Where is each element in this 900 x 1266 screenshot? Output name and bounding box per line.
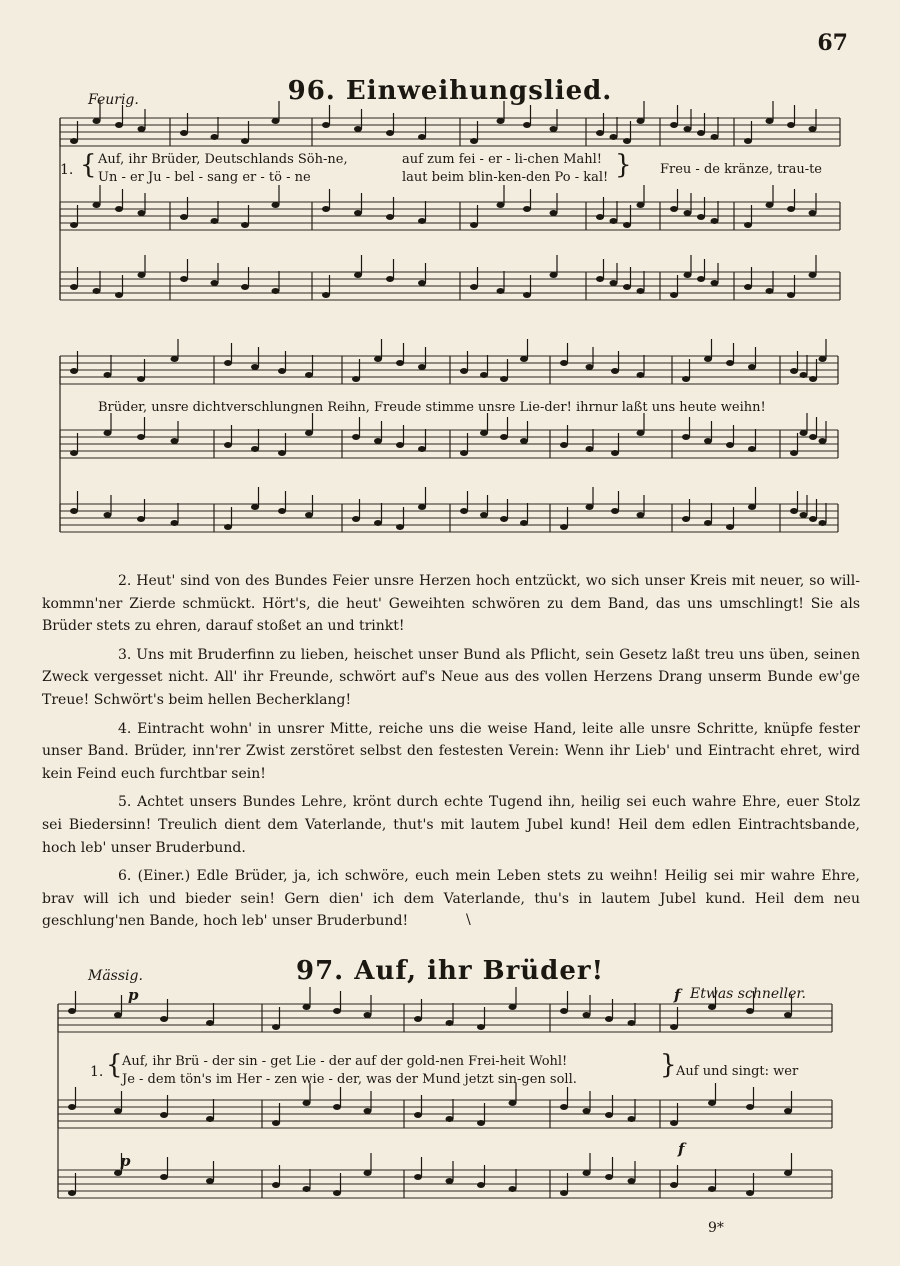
song97-sys-staff3-note bbox=[160, 1174, 168, 1180]
song96-sys2-staff1-note bbox=[70, 368, 78, 374]
song-title-97: 97. Auf, ihr Brüder! bbox=[295, 956, 605, 986]
song96-sys2-staff1-note bbox=[790, 368, 798, 374]
song96-sys2-staff3-note bbox=[305, 512, 313, 518]
song96-sys2-staff1-note bbox=[374, 356, 382, 362]
song97-sys-staff2-note bbox=[446, 1116, 454, 1122]
song96-sys1-staff1-note bbox=[637, 118, 645, 124]
verse-2: 2. Heut' sind von des Bundes Feier unsre Herzen hoch entzückt, wo sich unser Kreis mit neuer, so will-kommn'ner Zierde schmückt. Hört's, die heut' Geweihten schwören zu dem Band, das uns umschlingt! Sie als Brüder stets zu ehren, darauf stoßet an und trinkt! bbox=[42, 573, 860, 635]
song96-sys2-staff1-note bbox=[748, 364, 756, 370]
song97-sys-staff2-note bbox=[628, 1116, 636, 1122]
song96-sys1-staff2-note bbox=[637, 202, 645, 208]
song96-sys1-staff2-note bbox=[322, 206, 330, 212]
song96-sys2-staff1-note bbox=[637, 372, 645, 378]
song97-sys-staff3-note bbox=[477, 1182, 485, 1188]
song97-sys-staff1-note bbox=[560, 1008, 568, 1014]
song97-sys-staff2-note bbox=[303, 1100, 311, 1106]
song96-sys1-staff2-note bbox=[684, 210, 692, 216]
lyrics-96-line1b: auf zum fei - er - li-chen Mahl! bbox=[402, 152, 603, 167]
song96-sys1-staff3-note bbox=[684, 272, 692, 278]
song96-sys2-staff2-note bbox=[70, 450, 78, 456]
song96-sys2-staff2-note bbox=[251, 446, 259, 452]
song96-sys1-staff2-note bbox=[596, 214, 604, 220]
song97-sys-staff2-note bbox=[560, 1104, 568, 1110]
lyrics-97-line2: Je - dem tön's im Her - zen wie - der, was der Mund jetzt sin-gen soll. bbox=[122, 1072, 577, 1087]
song96-sys1-staff3-note bbox=[637, 288, 645, 294]
song96-sys2-staff2-note bbox=[800, 430, 808, 436]
verse-3: 3. Uns mit Bruderfinn zu lieben, heischet unser Bund als Pflicht, sein Gesetz laßt treu uns üben, seinen Zweck vergesset nicht. All' ihr Freunde, schwört auf's Neue aus des vollen Herzens Drang unserm Bunde ew'ge Treue! Schwört's beim hellen Becherklang! bbox=[42, 646, 860, 708]
song96-sys1-staff3-note bbox=[809, 272, 817, 278]
song96-sys2-staff3-note bbox=[352, 516, 360, 522]
song97-sys-staff3-note bbox=[446, 1178, 454, 1184]
song96-sys2-staff1-note bbox=[396, 360, 404, 366]
song96-sys1-staff3-note bbox=[787, 292, 795, 298]
song97-sys-staff1-note bbox=[628, 1020, 636, 1026]
song96-sys1-staff3-note bbox=[70, 284, 78, 290]
song97-sys-staff3-note bbox=[628, 1178, 636, 1184]
song96-sys2-staff1-note bbox=[278, 368, 286, 374]
song96-sys2-staff2-note bbox=[137, 434, 145, 440]
song96-sys1-staff2-note bbox=[711, 218, 719, 224]
song97-sys-staff2-note bbox=[708, 1100, 716, 1106]
song96-sys1-staff3-note bbox=[497, 288, 505, 294]
song97-sys-staff2-note bbox=[784, 1108, 792, 1114]
song96-sys2-staff3-note bbox=[278, 508, 286, 514]
song96-sys2-staff2-note bbox=[224, 442, 232, 448]
song96-sys1-staff1-note bbox=[670, 122, 678, 128]
song97-sys-staff1-note bbox=[583, 1012, 591, 1018]
song97-sys-staff2-note bbox=[333, 1104, 341, 1110]
song97-sys-staff3-note bbox=[68, 1190, 76, 1196]
lyric-brace-left: { bbox=[80, 150, 97, 180]
song96-sys1-staff2-note bbox=[115, 206, 123, 212]
song96-sys2-staff2-note bbox=[819, 438, 827, 444]
song96-sys2-staff1-note bbox=[800, 372, 808, 378]
lyrics-96-line2a: Un - er Ju - bel - sang er - tö - ne bbox=[98, 170, 311, 185]
song96-sys1-staff2-note bbox=[497, 202, 505, 208]
lyrics-96-line1a: Auf, ihr Brüder, Deutschlands Söh-ne, bbox=[98, 152, 348, 167]
song96-sys2-staff1-note bbox=[704, 356, 712, 362]
song96-sys2-staff1-note bbox=[305, 372, 313, 378]
song96-sys1-staff2-note bbox=[93, 202, 101, 208]
song97-sys-staff3-note bbox=[746, 1190, 754, 1196]
song97-sys-staff2-note bbox=[114, 1108, 122, 1114]
song96-sys1-staff1-note bbox=[610, 134, 618, 140]
song96-sys1-staff2-note bbox=[272, 202, 280, 208]
song96-sys1-staff1-note bbox=[211, 134, 219, 140]
song96-sys1-staff1-note bbox=[684, 126, 692, 132]
verse-5: 5. Achtet unsers Bundes Lehre, krönt durch echte Tugend ihn, heilig sei euch wahre Ehre, euer Stolz sei Biedersinn! Treulich dient dem Vaterlande, thut's mit lautem Jubel kund! Heil dem edlen Eintrachtsbande, hoch leb' unser Bruderbund. bbox=[42, 794, 860, 856]
song96-sys1-staff3-note bbox=[697, 276, 705, 282]
song96-sys1-staff1-note bbox=[623, 138, 631, 144]
song96-sys1-staff3-note bbox=[272, 288, 280, 294]
song96-sys1-staff3-note bbox=[115, 292, 123, 298]
song96-sys1-staff1-note bbox=[809, 126, 817, 132]
song96-sys1-staff1-note bbox=[711, 134, 719, 140]
song96-sys1-staff3-note bbox=[241, 284, 249, 290]
song97-sys-staff3-note bbox=[303, 1186, 311, 1192]
song96-sys2-staff3-note bbox=[500, 516, 508, 522]
song96-sys2-staff3-note bbox=[137, 516, 145, 522]
song96-sys1-staff3-note bbox=[418, 280, 426, 286]
song96-sys1-staff2-note bbox=[241, 222, 249, 228]
song96-sys2-staff3-note bbox=[809, 516, 817, 522]
song97-sys-staff2-note bbox=[160, 1112, 168, 1118]
song96-sys2-staff1-note bbox=[352, 376, 360, 382]
song96-sys2-staff2-note bbox=[809, 434, 817, 440]
song96-sys2-staff1-note bbox=[726, 360, 734, 366]
song96-sys1-staff3-note bbox=[180, 276, 188, 282]
song96-sys1-staff2-note bbox=[70, 222, 78, 228]
song96-sys2-staff2-note bbox=[704, 438, 712, 444]
song97-sys-staff2-note bbox=[746, 1104, 754, 1110]
song96-sys1-staff3-note bbox=[670, 292, 678, 298]
song96-sys2-staff3-note bbox=[726, 524, 734, 530]
song96-sys2-staff2-note bbox=[726, 442, 734, 448]
song96-sys2-staff1-note bbox=[500, 376, 508, 382]
song96-sys1-staff2-note bbox=[766, 202, 774, 208]
song96-sys2-staff3-note bbox=[224, 524, 232, 530]
song96-sys1-staff1-note bbox=[322, 122, 330, 128]
song96-sys1-staff2-note bbox=[697, 214, 705, 220]
song96-sys1-staff2-note bbox=[470, 222, 478, 228]
lyrics-96-right: Freu - de kränze, trau-te bbox=[660, 162, 822, 177]
song97-sys-staff2-note bbox=[509, 1100, 517, 1106]
song97-sys-staff1-note bbox=[272, 1024, 280, 1030]
page-number: 67 bbox=[817, 30, 848, 56]
song96-sys2-staff1-note bbox=[682, 376, 690, 382]
song97-sys-staff3-note bbox=[605, 1174, 613, 1180]
song96-sys2-staff1-note bbox=[819, 356, 827, 362]
song97-sys-staff2-note bbox=[272, 1120, 280, 1126]
song96-sys2-staff3-note bbox=[586, 504, 594, 510]
song96-sys2-staff2-note bbox=[374, 438, 382, 444]
song97-sys-staff2-note bbox=[670, 1120, 678, 1126]
song-title-96: 96. Einweihungslied. bbox=[287, 76, 613, 106]
song96-sys2-staff1-note bbox=[560, 360, 568, 366]
stray-mark: \ bbox=[466, 912, 471, 928]
song96-sys2-staff2-note bbox=[790, 450, 798, 456]
song96-sys2-staff2-note bbox=[637, 430, 645, 436]
song96-sys2-staff1-note bbox=[418, 364, 426, 370]
dynamic-forte-voice: f bbox=[674, 986, 681, 1004]
song96-sys1-staff3-note bbox=[386, 276, 394, 282]
song97-sys-staff3-note bbox=[114, 1170, 122, 1176]
dynamic-piano-voice: p bbox=[128, 986, 139, 1004]
tempo-change-97: Etwas schneller. bbox=[690, 986, 806, 1002]
lyric-brace-97-right: } bbox=[660, 1050, 677, 1080]
song97-sys-staff1-note bbox=[746, 1008, 754, 1014]
verse-4: 4. Eintracht wohn' in unsrer Mitte, reiche uns die weise Hand, leite alle unsre Schritte, knüpfe fester unser Band. Brüder, inn'rer Zwist zerstöret selbst den festesten Verein: Wenn ihr Lieb' und Eintracht ehret, wird kein Feind euch furchtbar sein! bbox=[42, 720, 860, 782]
song96-sys1-staff2-note bbox=[809, 210, 817, 216]
song96-sys2-staff3-note bbox=[460, 508, 468, 514]
song96-sys2-staff3-note bbox=[611, 508, 619, 514]
dynamic-forte-accomp: f bbox=[678, 1140, 685, 1158]
lyrics-97-line1: Auf, ihr Brü - der sin - get Lie - der auf der gold-nen Frei-heit Wohl! bbox=[122, 1054, 568, 1069]
song96-sys2-staff2-note bbox=[500, 434, 508, 440]
song96-sys1-staff1-note bbox=[115, 122, 123, 128]
song96-sys1-staff2-note bbox=[180, 214, 188, 220]
song96-sys1-staff2-note bbox=[623, 222, 631, 228]
song96-sys2-staff1-note bbox=[104, 372, 112, 378]
song96-sys2-staff1-note bbox=[137, 376, 145, 382]
verse-number-97: 1. bbox=[90, 1064, 104, 1080]
song96-sys1-staff2-note bbox=[138, 210, 146, 216]
song96-sys2-staff2-note bbox=[586, 446, 594, 452]
song96-sys1-staff2-note bbox=[386, 214, 394, 220]
song96-sys2-staff3-note bbox=[560, 524, 568, 530]
lyrics-97-right: Auf und singt: wer bbox=[676, 1064, 799, 1079]
song97-sys-staff1-note bbox=[333, 1008, 341, 1014]
song97-sys-staff1-note bbox=[68, 1008, 76, 1014]
song96-sys1-staff1-note bbox=[744, 138, 752, 144]
song96-sys1-staff1-note bbox=[138, 126, 146, 132]
song97-sys-staff1-note bbox=[708, 1004, 716, 1010]
song97-sys-staff3-note bbox=[583, 1170, 591, 1176]
song97-sys-staff1-note bbox=[605, 1016, 613, 1022]
song96-sys2-staff3-note bbox=[704, 520, 712, 526]
song96-sys2-staff2-note bbox=[278, 450, 286, 456]
song97-sys-staff1-note bbox=[446, 1020, 454, 1026]
song96-sys1-staff3-note bbox=[138, 272, 146, 278]
song97-sys-staff1-note bbox=[670, 1024, 678, 1030]
song96-sys2-staff3-note bbox=[374, 520, 382, 526]
song97-sys-staff1-note bbox=[414, 1016, 422, 1022]
song96-sys1-staff1-note bbox=[70, 138, 78, 144]
song96-sys2-staff3-note bbox=[70, 508, 78, 514]
song96-sys2-staff1-note bbox=[224, 360, 232, 366]
song96-sys1-staff3-note bbox=[322, 292, 330, 298]
song97-sys-staff2-note bbox=[414, 1112, 422, 1118]
song96-sys2-staff3-note bbox=[480, 512, 488, 518]
song97-sys-staff3-note bbox=[670, 1182, 678, 1188]
song96-sys1-staff3-note bbox=[596, 276, 604, 282]
song97-sys-staff1-note bbox=[114, 1012, 122, 1018]
song96-sys1-staff3-note bbox=[93, 288, 101, 294]
song96-sys1-staff3-note bbox=[623, 284, 631, 290]
song96-sys2-staff1-note bbox=[251, 364, 259, 370]
song96-sys2-staff2-note bbox=[520, 438, 528, 444]
song96-sys1-staff2-note bbox=[523, 206, 531, 212]
song96-sys2-staff1-note bbox=[520, 356, 528, 362]
song96-sys1-staff1-note bbox=[497, 118, 505, 124]
song96-sys2-staff1-note bbox=[460, 368, 468, 374]
song96-sys1-staff1-note bbox=[354, 126, 362, 132]
song96-sys1-staff3-note bbox=[766, 288, 774, 294]
song96-sys1-staff3-note bbox=[550, 272, 558, 278]
song96-sys2-staff3-note bbox=[418, 504, 426, 510]
song96-sys2-staff3-note bbox=[171, 520, 179, 526]
lyrics-96-line2b: laut beim blin-ken-den Po - kal! bbox=[402, 170, 609, 185]
song96-sys2-staff3-note bbox=[637, 512, 645, 518]
song96-sys1-staff1-note bbox=[787, 122, 795, 128]
song97-sys-staff2-note bbox=[364, 1108, 372, 1114]
tempo-marking-96: Feurig. bbox=[88, 92, 139, 108]
song96-sys2-staff2-note bbox=[480, 430, 488, 436]
song97-sys-staff1-note bbox=[160, 1016, 168, 1022]
song97-sys-staff2-note bbox=[605, 1112, 613, 1118]
song97-sys-staff3-note bbox=[414, 1174, 422, 1180]
song96-sys1-staff1-note bbox=[272, 118, 280, 124]
song96-sys1-staff3-note bbox=[711, 280, 719, 286]
song96-sys1-staff1-note bbox=[93, 118, 101, 124]
song97-sys-staff1-note bbox=[509, 1004, 517, 1010]
song97-sys-staff3-note bbox=[206, 1178, 214, 1184]
song96-sys1-staff1-note bbox=[386, 130, 394, 136]
song96-sys2-staff2-note bbox=[682, 434, 690, 440]
song96-sys1-staff2-note bbox=[670, 206, 678, 212]
song96-sys2-staff3-note bbox=[748, 504, 756, 510]
song96-sys2-staff3-note bbox=[396, 524, 404, 530]
song96-sys1-staff3-note bbox=[354, 272, 362, 278]
song97-sys-staff1-note bbox=[784, 1012, 792, 1018]
song96-sys2-staff2-note bbox=[396, 442, 404, 448]
song97-sys-staff2-note bbox=[583, 1108, 591, 1114]
song97-sys-staff3-note bbox=[708, 1186, 716, 1192]
song96-sys1-staff2-note bbox=[211, 218, 219, 224]
song97-sys-staff3-note bbox=[784, 1170, 792, 1176]
song96-sys2-staff1-note bbox=[480, 372, 488, 378]
song96-sys2-staff2-note bbox=[305, 430, 313, 436]
song97-sys-staff3-note bbox=[560, 1190, 568, 1196]
song97-sys-staff2-note bbox=[206, 1116, 214, 1122]
song97-sys-staff1-note bbox=[477, 1024, 485, 1030]
signature-mark: 9* bbox=[708, 1220, 724, 1236]
song96-sys2-staff1-note bbox=[611, 368, 619, 374]
song97-sys-staff2-note bbox=[68, 1104, 76, 1110]
song96-sys2-staff2-note bbox=[611, 450, 619, 456]
tempo-marking-97: Mässig. bbox=[88, 968, 143, 984]
song96-sys2-staff1-note bbox=[171, 356, 179, 362]
song96-sys1-staff3-note bbox=[211, 280, 219, 286]
song96-sys2-staff3-note bbox=[251, 504, 259, 510]
song96-sys1-staff1-note bbox=[180, 130, 188, 136]
song96-sys2-staff2-note bbox=[171, 438, 179, 444]
song96-sys1-staff2-note bbox=[744, 222, 752, 228]
song96-sys1-staff2-note bbox=[610, 218, 618, 224]
song96-sys2-staff3-note bbox=[819, 520, 827, 526]
song96-sys2-staff2-note bbox=[560, 442, 568, 448]
song96-sys1-staff3-note bbox=[744, 284, 752, 290]
song96-sys2-staff3-note bbox=[682, 516, 690, 522]
verse-number-96: 1. bbox=[60, 162, 74, 178]
song96-sys2-staff2-note bbox=[460, 450, 468, 456]
song96-sys1-staff1-note bbox=[596, 130, 604, 136]
song96-sys2-staff2-note bbox=[418, 446, 426, 452]
lyrics-96-row2: Brüder, unsre dichtverschlungnen Reihn, Freude stimme unsre Lie-der! ihrnur laßt uns heute weihn! bbox=[98, 400, 766, 415]
song96-sys1-staff2-note bbox=[418, 218, 426, 224]
song96-sys2-staff1-note bbox=[809, 376, 817, 382]
song96-sys1-staff3-note bbox=[610, 280, 618, 286]
song96-sys1-staff1-note bbox=[697, 130, 705, 136]
song96-sys2-staff3-note bbox=[520, 520, 528, 526]
song97-sys-staff3-note bbox=[364, 1170, 372, 1176]
song96-sys2-staff3-note bbox=[104, 512, 112, 518]
song96-sys1-staff1-note bbox=[766, 118, 774, 124]
song96-sys1-staff2-note bbox=[787, 206, 795, 212]
song96-sys2-staff2-note bbox=[352, 434, 360, 440]
song96-sys2-staff3-note bbox=[790, 508, 798, 514]
song96-sys2-staff3-note bbox=[800, 512, 808, 518]
song97-sys-staff1-note bbox=[303, 1004, 311, 1010]
song96-sys1-staff2-note bbox=[550, 210, 558, 216]
lyric-brace-97-left: { bbox=[106, 1050, 123, 1080]
song96-sys2-staff1-note bbox=[586, 364, 594, 370]
song97-sys-staff3-note bbox=[509, 1186, 517, 1192]
song96-sys1-staff1-note bbox=[470, 138, 478, 144]
lyric-brace-right: } bbox=[615, 150, 632, 180]
song96-sys1-staff1-note bbox=[241, 138, 249, 144]
dynamic-piano-accomp: p bbox=[120, 1152, 131, 1170]
song97-sys-staff2-note bbox=[477, 1120, 485, 1126]
song96-sys1-staff3-note bbox=[470, 284, 478, 290]
song96-sys1-staff2-note bbox=[354, 210, 362, 216]
song96-sys2-staff2-note bbox=[748, 446, 756, 452]
song97-sys-staff3-note bbox=[333, 1190, 341, 1196]
song97-sys-staff1-note bbox=[206, 1020, 214, 1026]
song96-sys1-staff3-note bbox=[523, 292, 531, 298]
song97-sys-staff3-note bbox=[272, 1182, 280, 1188]
verse-6: 6. (Einer.) Edle Brüder, ja, ich schwöre, euch mein Leben stets zu weihn! Heilig sei mir wahre Ehre, brav will ich und bieder sein! Gern dien' ich dem Vaterlande, thu's in lautem Jubel kund. Heil dem neu geschlung'nen Bande, hoch leb' unser Bruderbund! bbox=[42, 868, 860, 930]
song96-sys1-staff1-note bbox=[418, 134, 426, 140]
song97-sys-staff1-note bbox=[364, 1012, 372, 1018]
song96-sys2-staff2-note bbox=[104, 430, 112, 436]
song96-sys1-staff1-note bbox=[523, 122, 531, 128]
song96-sys1-staff1-note bbox=[550, 126, 558, 132]
